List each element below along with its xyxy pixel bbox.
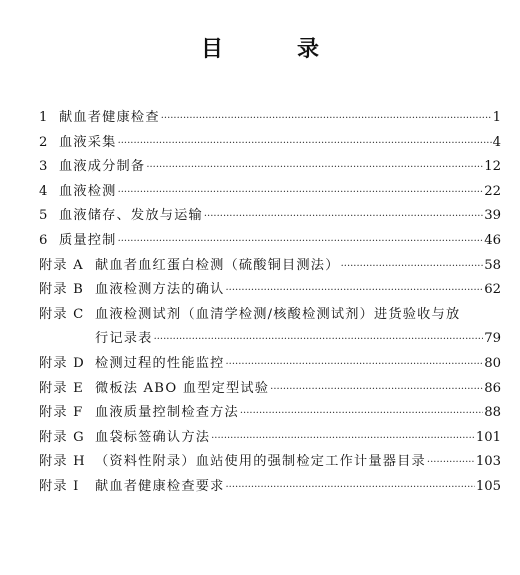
toc-entry-number: 附录 D [39, 355, 85, 371]
toc-entry-number: 附录 E [39, 380, 84, 396]
toc-entry[interactable] [39, 401, 501, 426]
toc-entry-number: 1 [39, 110, 49, 125]
toc-entry[interactable] [39, 450, 501, 475]
toc-entry[interactable] [39, 155, 501, 180]
toc-entry-title: 献血者血红蛋白检测（硫酸铜目测法） [95, 257, 340, 273]
toc-entry-number: 2 [39, 134, 49, 150]
leader-dots [226, 356, 484, 371]
toc-entry[interactable] [39, 475, 501, 500]
toc-entry[interactable] [39, 426, 501, 451]
toc-entry[interactable] [39, 352, 501, 377]
leader-dots [118, 135, 492, 150]
toc-entry-page: 103 [475, 454, 501, 470]
toc-entry-title-continued: 行记录表 [95, 331, 153, 347]
table-of-contents [39, 106, 501, 500]
toc-entry[interactable] [39, 303, 501, 328]
toc-entry[interactable] [39, 131, 501, 156]
toc-entry-title: 血液检测试剂（血清学检测/核酸检测试剂）进货验收与放 [95, 306, 461, 322]
toc-entry[interactable] [39, 278, 501, 303]
leader-dots [427, 454, 475, 469]
toc-entry-number: 附录 A [39, 257, 84, 273]
leader-dots [226, 479, 475, 494]
toc-entry-page: 4 [492, 134, 501, 150]
toc-entry-title: 血液采集 [59, 134, 117, 150]
toc-entry-number: 5 [39, 208, 49, 224]
toc-entry[interactable] [39, 204, 501, 229]
toc-entry-continuation[interactable] [39, 327, 501, 352]
toc-entry-page: 79 [484, 331, 501, 347]
toc-entry-page: 12 [484, 159, 501, 175]
toc-entry[interactable] [39, 377, 501, 402]
toc-entry-page: 1 [492, 110, 501, 125]
toc-entry[interactable] [39, 229, 501, 254]
toc-entry-page: 88 [484, 405, 501, 421]
toc-entry[interactable] [39, 106, 501, 131]
leader-dots [161, 110, 492, 125]
leader-dots [211, 430, 475, 445]
leader-dots [270, 381, 483, 396]
leader-dots [240, 405, 483, 420]
leader-dots [118, 184, 484, 199]
toc-entry-number: 附录 C [39, 306, 85, 322]
toc-entry-page: 80 [484, 355, 501, 371]
toc-entry-number: 附录 G [39, 429, 85, 445]
toc-entry-page: 101 [475, 429, 501, 445]
toc-entry-title: 血液质量控制检查方法 [95, 405, 239, 421]
toc-entry[interactable] [39, 180, 501, 205]
toc-entry-page: 39 [484, 208, 501, 224]
toc-entry-title: 血液检测 [59, 183, 117, 199]
toc-entry-page: 22 [484, 183, 501, 199]
toc-entry-number: 附录 F [39, 405, 84, 421]
toc-entry-page: 86 [484, 380, 501, 396]
toc-entry-title: 血液成分制备 [59, 159, 146, 175]
toc-entry-title: 献血者健康检查要求 [95, 478, 225, 494]
toc-entry-number: 3 [39, 159, 49, 175]
toc-entry-title: 质量控制 [59, 232, 117, 248]
toc-entry-title: 微板法 ABO 血型定型试验 [95, 380, 270, 396]
toc-entry-number: 附录 H [39, 454, 86, 470]
toc-entry[interactable] [39, 254, 501, 279]
toc-entry-number: 4 [39, 183, 49, 199]
toc-entry-page: 105 [475, 478, 501, 494]
toc-entry-page: 58 [484, 257, 501, 273]
leader-dots [341, 258, 484, 273]
toc-entry-title: 血液检测方法的确认 [95, 282, 225, 298]
leader-dots [146, 159, 483, 174]
toc-entry-title: 血液储存、发放与运输 [59, 208, 203, 224]
toc-entry-number: 6 [39, 232, 49, 248]
toc-entry-page: 46 [484, 232, 501, 248]
page-title: 目 录 [200, 37, 345, 62]
toc-entry-title: 献血者健康检查 [59, 110, 160, 125]
leader-dots [204, 208, 483, 223]
leader-dots [118, 233, 484, 248]
leader-dots [226, 282, 484, 297]
toc-entry-number: 附录 B [39, 282, 85, 298]
toc-entry-title: （资料性附录）血站使用的强制检定工作计量器目录 [95, 454, 426, 470]
toc-entry-page: 62 [484, 282, 501, 298]
leader-dots [154, 331, 484, 346]
toc-entry-title: 血袋标签确认方法 [95, 429, 211, 445]
toc-entry-title: 检测过程的性能监控 [95, 355, 225, 371]
toc-entry-number: 附录 I [39, 478, 80, 494]
